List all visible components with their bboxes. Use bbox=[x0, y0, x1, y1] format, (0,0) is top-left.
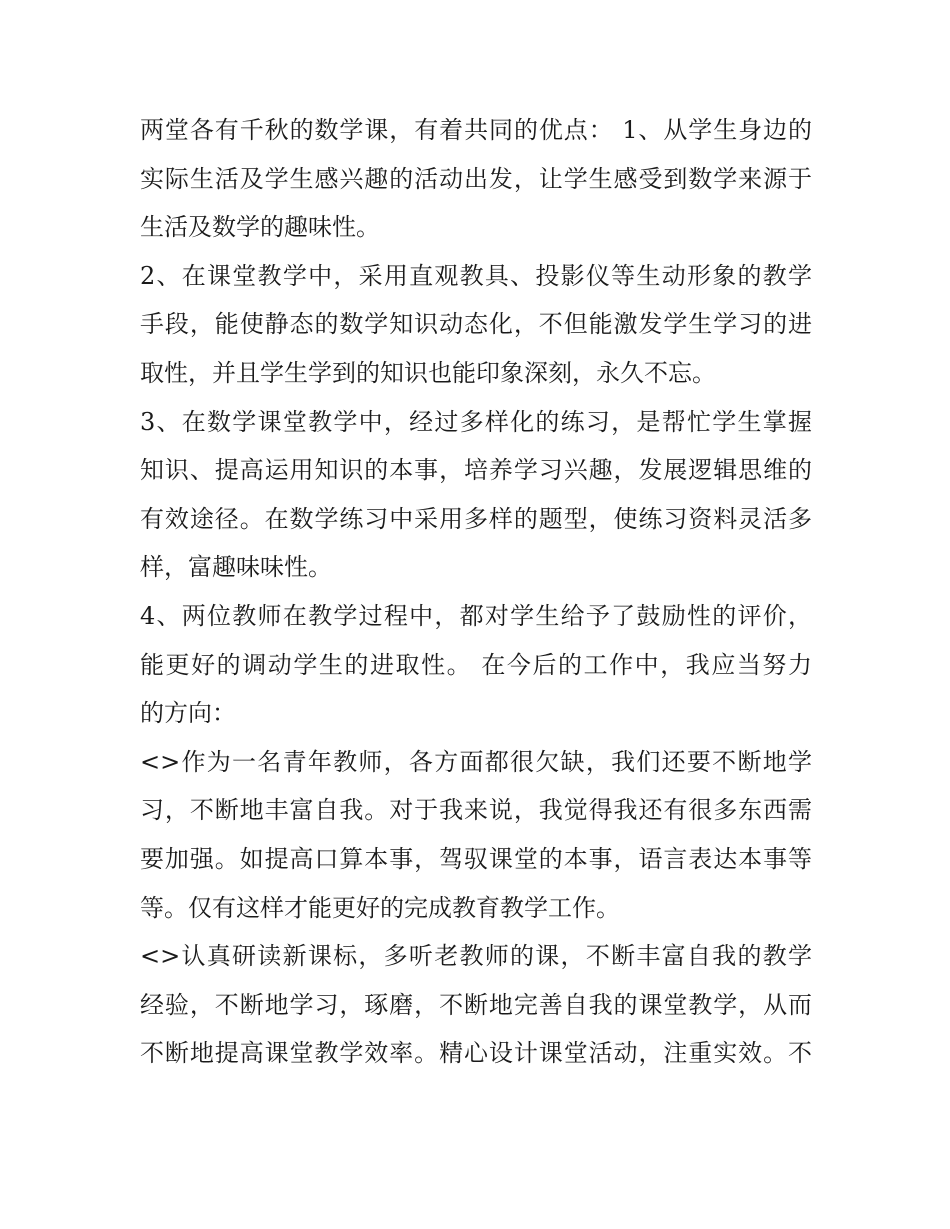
text-line: 等。仅有这样才能更好的完成教育教学工作。 bbox=[140, 893, 620, 922]
text-line: 能更好的调动学生的进取性。 在今后的工作中，我应当努力 bbox=[140, 650, 812, 679]
document-body bbox=[140, 106, 812, 1078]
text-line: 经验，不断地学习，琢磨，不断地完善自我的课堂教学，从而 bbox=[140, 990, 812, 1019]
text-line: 实际生活及学生感兴趣的活动出发，让学生感受到数学来源于 bbox=[140, 164, 812, 193]
text-line: 两堂各有千秋的数学课，有着共同的优点： 1、从学生身边的 bbox=[140, 116, 812, 144]
text-line: 样，富趣味味性。 bbox=[140, 553, 332, 582]
text-line: 知识、提高运用知识的本事，培养学习兴趣，发展逻辑思维的 bbox=[140, 456, 812, 485]
text-line: 手段，能使静态的数学知识动态化，不但能激发学生学习的进 bbox=[140, 310, 812, 339]
text-line: 习，不断地丰富自我。对于我来说，我觉得我还有很多东西需 bbox=[140, 796, 812, 825]
text-line: 2、在课堂教学中，采用直观教具、投影仪等生动形象的教学 bbox=[140, 261, 812, 290]
text-line: 4、两位教师在教学过程中，都对学生给予了鼓励性的评价， bbox=[140, 601, 812, 630]
text-line: 要加强。如提高口算本事，驾驭课堂的本事，语言表达本事等 bbox=[140, 844, 812, 873]
text-line: 有效途径。在数学练习中采用多样的题型，使练习资料灵活多 bbox=[140, 504, 812, 533]
text-line: 的方向： bbox=[140, 699, 236, 728]
text-line: 3、在数学课堂教学中，经过多样化的练习，是帮忙学生掌握 bbox=[140, 407, 812, 436]
text-line: 不断地提高课堂教学效率。精心设计课堂活动，注重实效。不 bbox=[140, 1039, 812, 1068]
text-line: 生活及数学的趣味性。 bbox=[140, 213, 380, 242]
text-line: 取性，并且学生学到的知识也能印象深刻，永久不忘。 bbox=[140, 358, 716, 387]
text-line: <>认真研读新课标，多听老教师的课，不断丰富自我的教学 bbox=[140, 942, 812, 971]
text-line: <>作为一名青年教师，各方面都很欠缺，我们还要不断地学 bbox=[140, 747, 812, 776]
